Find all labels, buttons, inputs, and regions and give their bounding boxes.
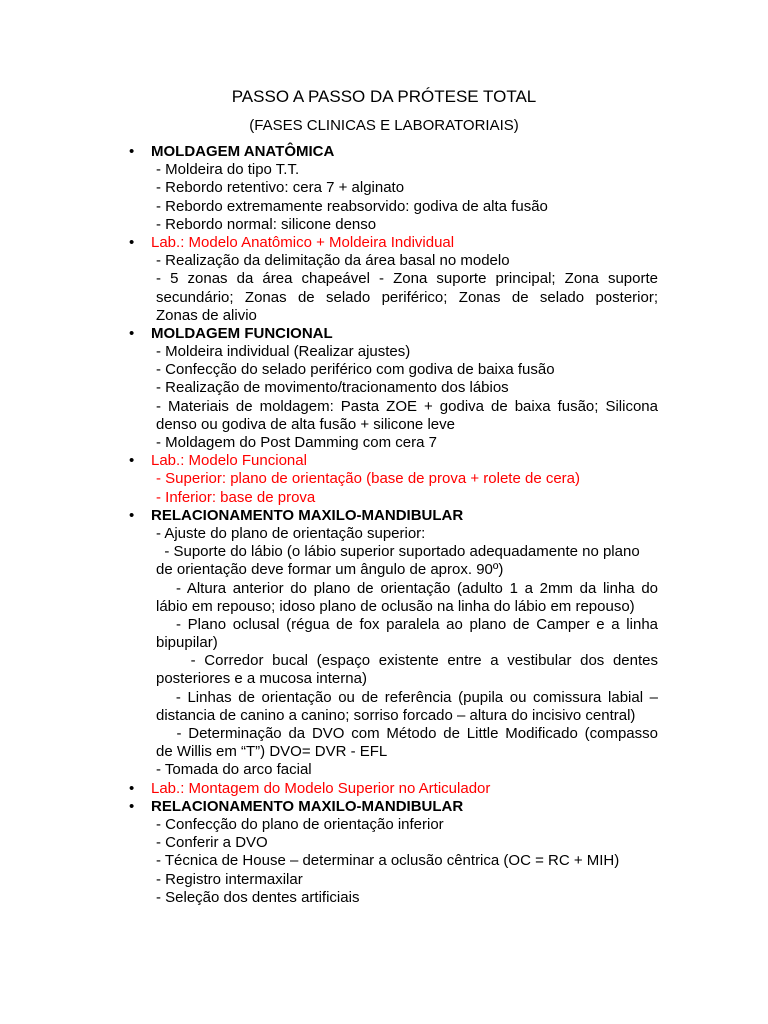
body-line: - Seleção dos dentes artificiais	[156, 888, 360, 906]
body-line: distancia de canino a canino; sorriso forcado – altura do incisivo central)	[156, 706, 636, 724]
body-line: - Realização de movimento/tracionamento dos lábios	[156, 379, 509, 397]
body-line: - Corredor bucal (espaço existente entre a vestibular dos dentes	[156, 652, 658, 670]
document-body	[0, 143, 768, 907]
bullet-icon: •	[129, 143, 135, 160]
body-line: - Tomada do arco facial	[156, 761, 312, 779]
body-line: - Superior: plano de orientação (base de prova + rolete de cera)	[156, 470, 581, 488]
body-line: - Rebordo normal: silicone denso	[156, 215, 377, 233]
page-title: PASSO A PASSO DA PRÓTESE TOTAL	[231, 87, 537, 106]
section-heading-row	[0, 798, 768, 816]
body-line: - Ajuste do plano de orientação superior:	[156, 524, 426, 542]
section-heading: RELACIONAMENTO MAXILO-MANDIBULAR	[151, 506, 464, 524]
body-line: de Willis em “T”) DVO= DVR - EFL	[156, 743, 388, 761]
section-heading-row	[0, 507, 768, 525]
bullet-icon: •	[129, 452, 135, 470]
section-heading-row	[0, 325, 768, 343]
body-line: - Conferir a DVO	[156, 834, 268, 852]
body-line: - Confecção do plano de orientação inferior	[156, 815, 444, 833]
body-line: bipupilar)	[156, 634, 218, 652]
body-line: denso ou godiva de alta fusão + silicone leve	[156, 415, 455, 433]
section-heading-row	[0, 452, 768, 470]
body-line: lábio em repouso; idoso plano de oclusão na linha do lábio em repouso)	[156, 597, 635, 615]
bullet-icon: •	[129, 797, 135, 815]
body-line: - Técnica de House – determinar a oclusão cêntrica (OC = RC + MIH)	[156, 852, 620, 870]
body-line: - Moldeira individual (Realizar ajustes)	[156, 343, 411, 361]
section-heading: MOLDAGEM ANATÔMICA	[151, 143, 335, 160]
body-line: secundário; Zonas de selado periférico; Zonas de selado posterior;	[156, 288, 658, 306]
body-line: - Materiais de moldagem: Pasta ZOE + godiva de baixa fusão; Silicona	[156, 397, 658, 415]
body-line: - Rebordo retentivo: cera 7 + alginato	[156, 179, 405, 197]
body-line: - Linhas de orientação ou de referência (pupila ou comissura labial –	[156, 688, 658, 706]
bullet-icon: •	[129, 233, 135, 251]
body-line: - Confecção do selado periférico com godiva de baixa fusão	[156, 361, 555, 379]
body-line: posteriores e a mucosa interna)	[156, 670, 367, 688]
body-line: - Inferior: base de prova	[156, 488, 316, 506]
section-heading-row	[0, 780, 768, 798]
lab-heading: Lab.: Modelo Funcional	[151, 452, 307, 470]
body-line: - Plano oclusal (régua de fox paralela ao plano de Camper e a linha	[156, 615, 658, 633]
section-heading: MOLDAGEM FUNCIONAL	[151, 324, 333, 342]
body-line: - Moldeira do tipo T.T.	[156, 161, 300, 179]
section-heading-row	[0, 234, 768, 252]
lab-heading: Lab.: Modelo Anatômico + Moldeira Individual	[151, 233, 455, 251]
body-line: - Determinação da DVO com Método de Little Modificado (compasso	[156, 725, 658, 742]
body-line: - 5 zonas da área chapeável - Zona suporte principal; Zona suporte	[156, 270, 658, 288]
section-heading: RELACIONAMENTO MAXILO-MANDIBULAR	[151, 797, 464, 815]
body-line: - Realização da delimitação da área basal no modelo	[156, 252, 510, 270]
body-line: de orientação deve formar um ângulo de aprox. 90º)	[156, 561, 504, 579]
bullet-icon: •	[129, 506, 135, 524]
body-line: - Suporte do lábio (o lábio superior suportado adequadamente no plano	[156, 543, 640, 561]
body-line: Zonas de alivio	[156, 306, 257, 324]
body-line: - Rebordo extremamente reabsorvido: godiva de alta fusão	[156, 197, 548, 215]
bullet-icon: •	[129, 324, 135, 342]
body-line: - Altura anterior do plano de orientação (adulto 1 a 2mm da linha do	[156, 579, 658, 597]
section-heading-row	[0, 143, 768, 161]
lab-heading: Lab.: Montagem do Modelo Superior no Articulador	[151, 779, 491, 797]
page-subtitle: (FASES CLINICAS E LABORATORIAIS)	[249, 117, 519, 134]
body-line: - Moldagem do Post Damming com cera 7	[156, 434, 437, 451]
bullet-icon: •	[129, 779, 135, 797]
body-line: - Registro intermaxilar	[156, 870, 303, 888]
